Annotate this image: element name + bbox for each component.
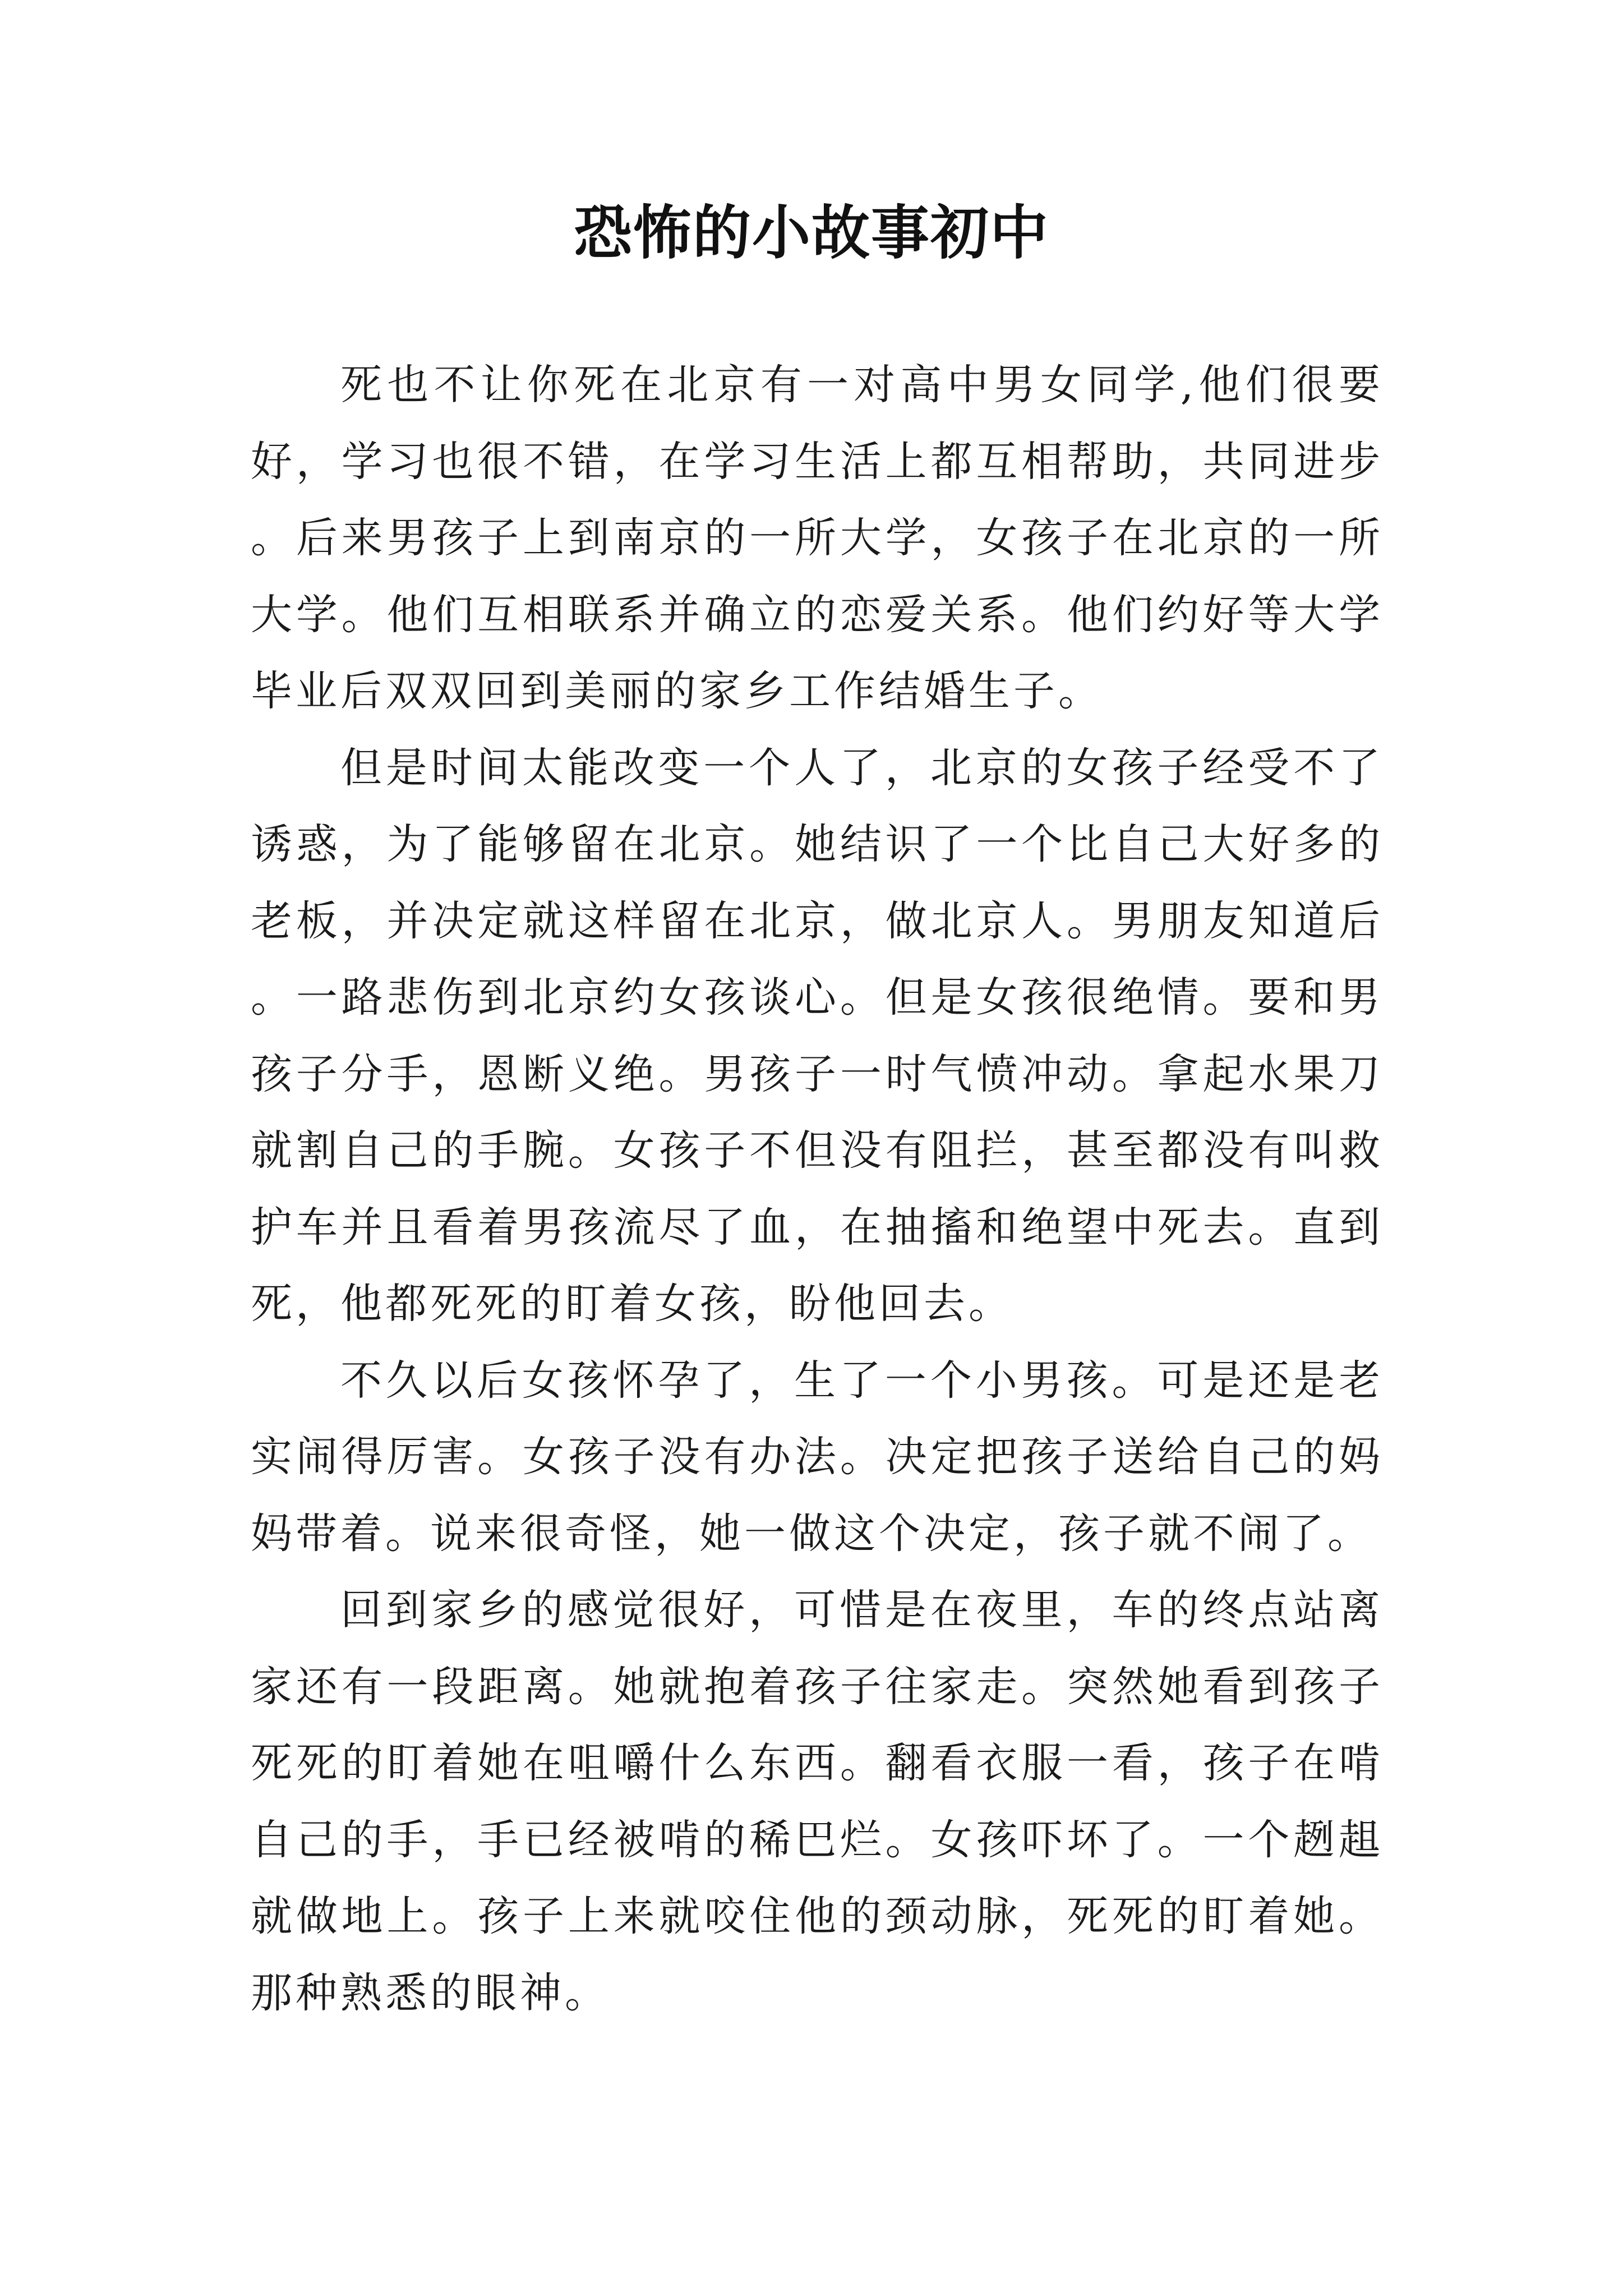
document-body	[251, 347, 1384, 2031]
document-title: 恐怖的小故事初中	[573, 198, 1049, 267]
paragraph-4: 回到家乡的感觉很好，可惜是在夜里，车的终点站离家还有一段距离。她就抱着孩子往家走。突然她看到孩子死死的盯着她在咀嚼什么东西。翻看衣服一看，孩子在啃自己的手，手已经被啃的稀巴烂。女孩吓坏了。一个趔趄就做地上。孩子上来就咬住他的颈动脉，死死的盯着她。那种熟悉的眼神。	[251, 1586, 1384, 2017]
paragraph-2: 但是时间太能改变一个人了，北京的女孩子经受不了诱惑，为了能够留在北京。她结识了一个比自己大好多的老板，并决定就这样留在北京，做北京人。男朋友知道后。一路悲伤到北京约女孩谈心。但是女孩很绝情。要和男孩子分手，恩断义绝。男孩子一时气愤冲动。拿起水果刀就割自己的手腕。女孩子不但没有阻拦，甚至都没有叫救护车并且看着男孩流尽了血，在抽搐和绝望中死去。直到死，他都死死的盯着女孩，盼他回去。	[251, 743, 1384, 1328]
paragraph-3: 不久以后女孩怀孕了，生了一个小男孩。可是还是老实闹得厉害。女孩子没有办法。决定把孩子送给自己的妈妈带着。说来很奇怪，她一做这个决定，孩子就不闹了。	[251, 1356, 1384, 1558]
paragraph-1: 死也不让你死在北京有一对高中男女同学,他们很要好，学习也很不错，在学习生活上都互相帮助，共同进步。后来男孩子上到南京的一所大学，女孩子在北京的一所大学。他们互相联系并确立的恋爱关系。他们约好等大学毕业后双双回到美丽的家乡工作结婚生子。	[251, 361, 1384, 715]
